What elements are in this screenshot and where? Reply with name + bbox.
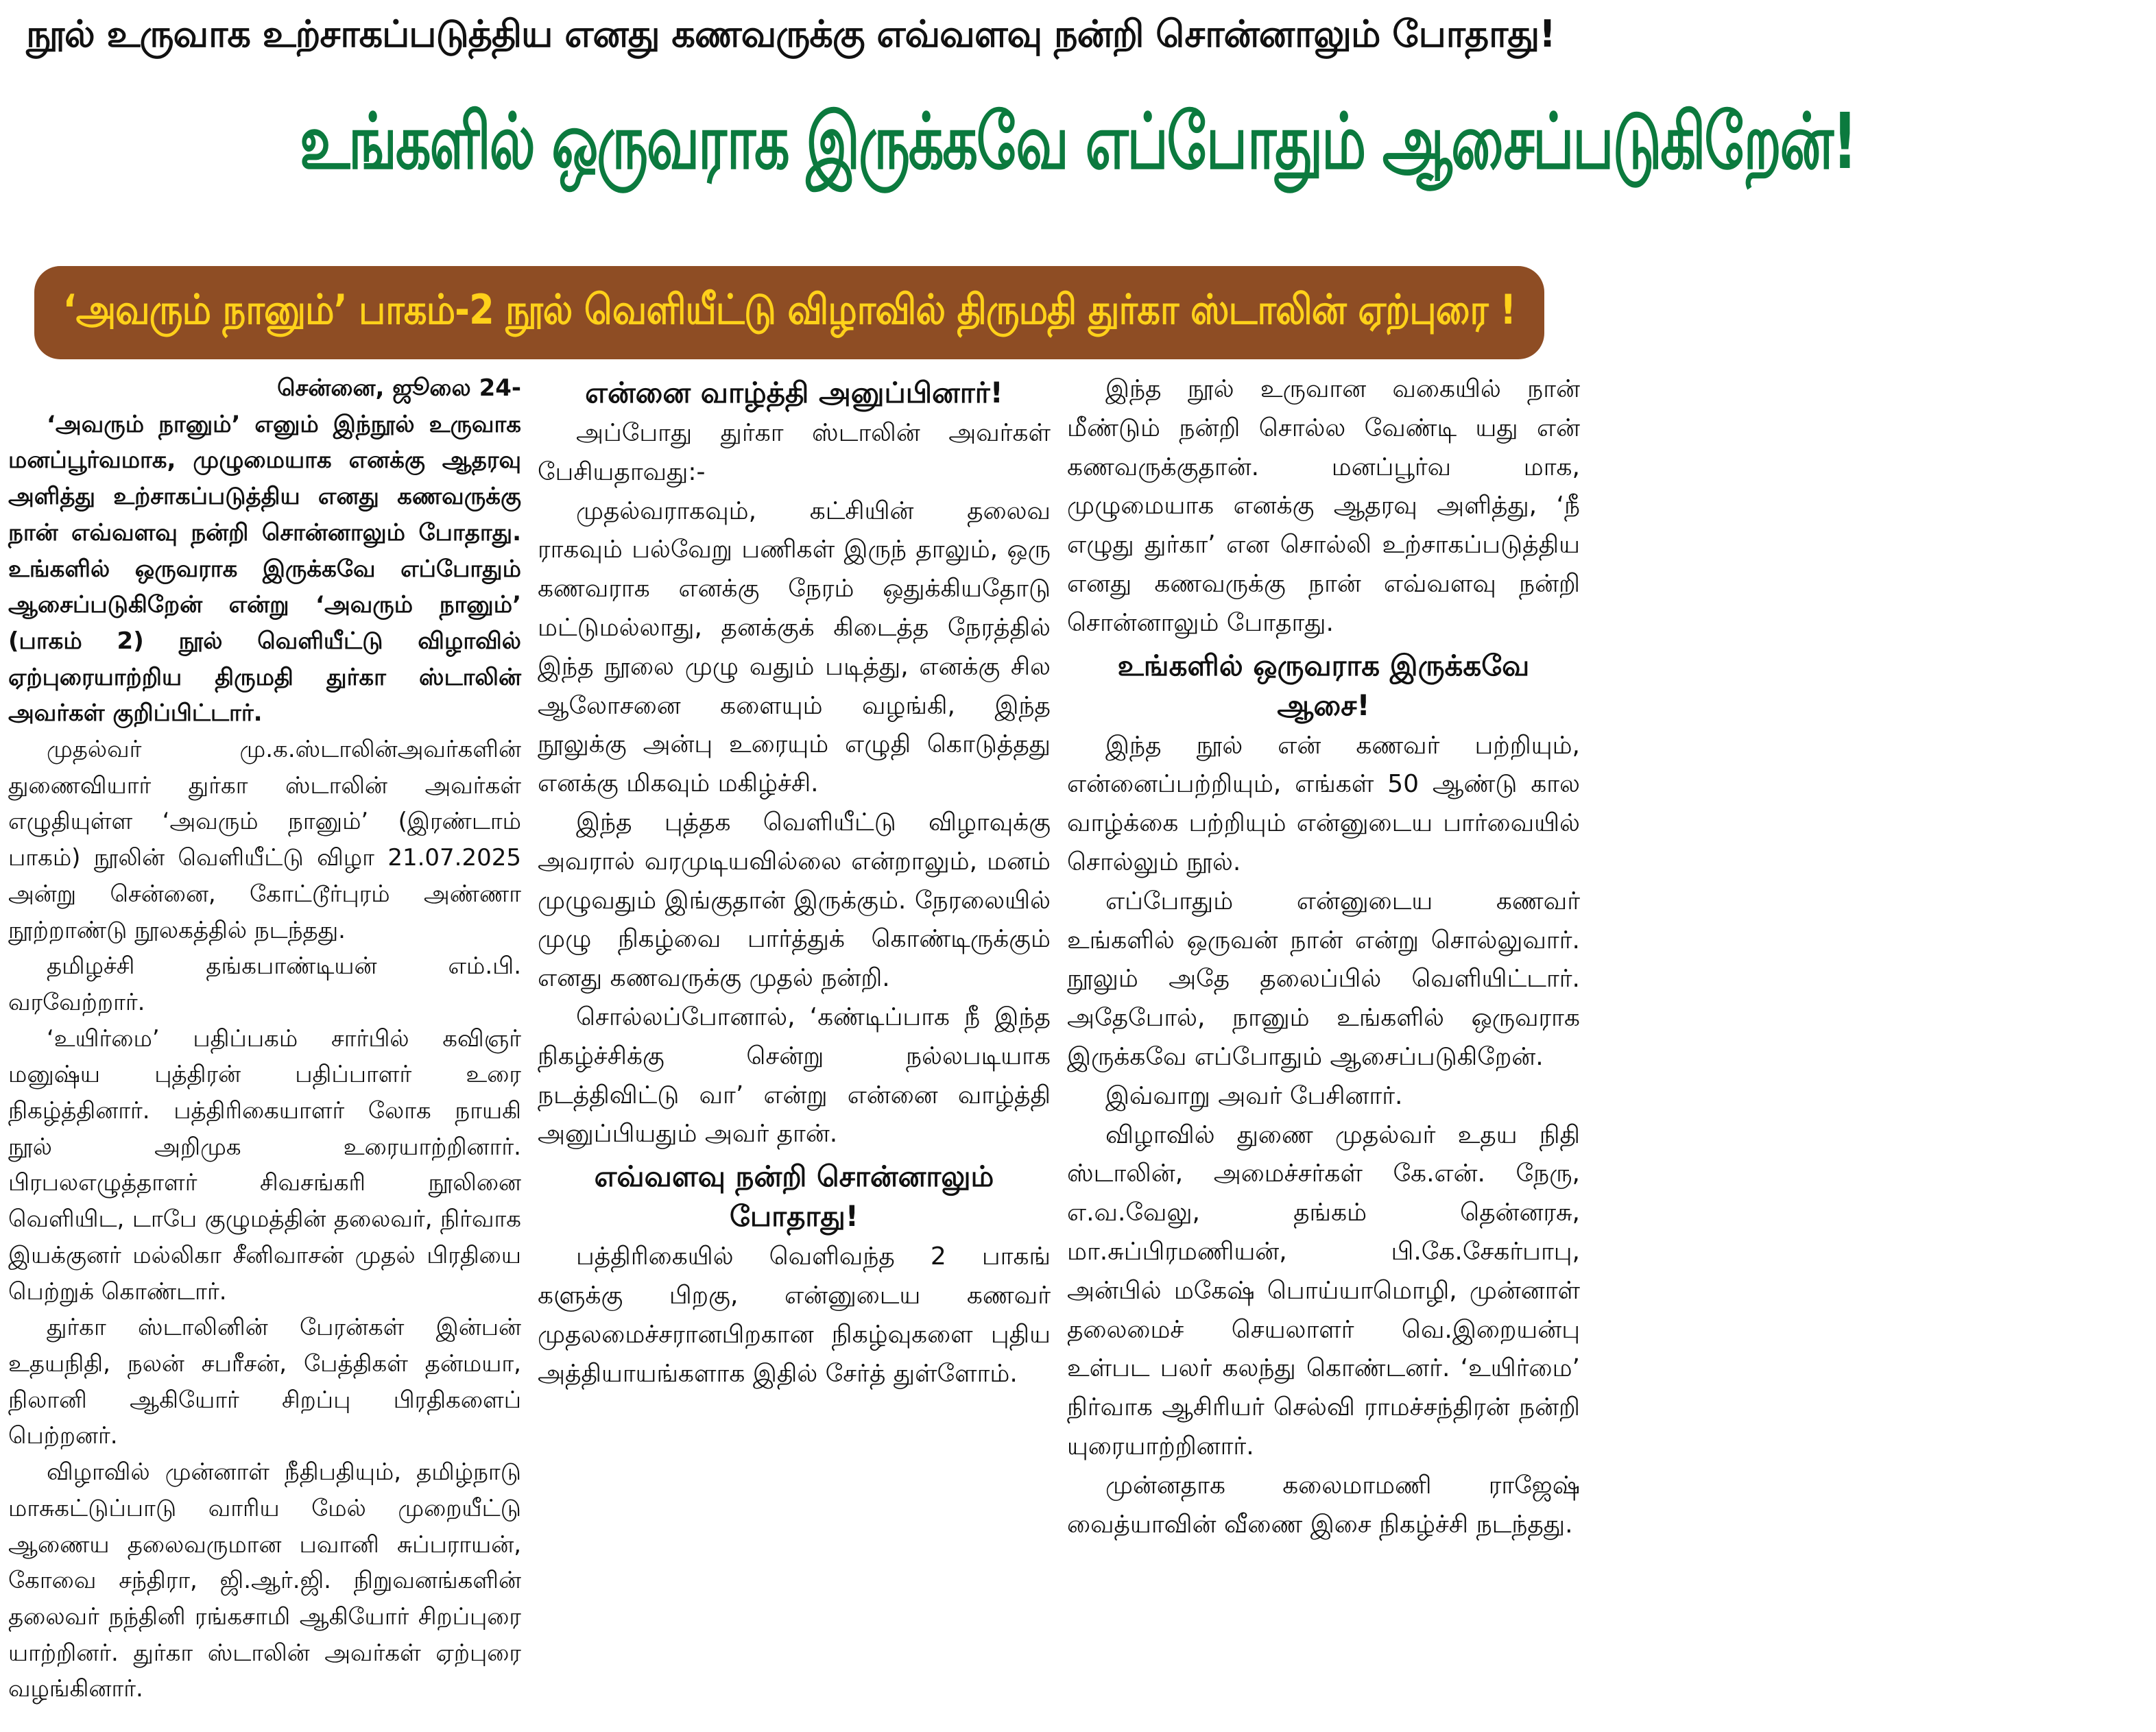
banner-text: ‘அவரும் நானும்’ பாகம்-2 நூல் வெளியீட்டு விழாவில் திருமதி துர்கா ஸ்டாலின் ஏற்புரை !: [62, 286, 1516, 334]
main-headline-text: உங்களில் ஒருவராக இருக்கவே எப்போதும் ஆசைப்படுகிறேன்!: [299, 97, 1856, 187]
article-paragraph: முன்னதாக கலைமாமணி ராஜேஷ் வைத்யாவின் வீணை இசை நிகழ்ச்சி நடந்தது.: [1067, 1471, 1580, 1539]
subhead: என்னை வாழ்த்தி அனுப்பினார்!: [585, 376, 1003, 409]
lead-paragraph: ‘அவரும் நானும்’ எனும் இந்நூல் உருவாக மனப்பூர்வமாக, முழுமையாக எனக்கு ஆதரவு அளித்து உற்சாகப்படுத்திய எனது கணவருக்கு நான் எவ்வளவு நன்றி சொன்னாலும் போதாது. உங்களில் ஒருவராக இருக்கவே எப்போதும் ஆசைப்படுகிறேன் என்று ‘அவரும் நானும்’ (பாகம் 2) நூல் வெளியீட்டு விழாவில் ஏற்புரையாற்றிய திருமதி துர்கா ஸ்டாலின் அவர்கள் குறிப்பிட்டார்.: [8, 410, 521, 727]
article-paragraph: தமிழச்சி தங்கபாண்டியன் எம்.பி. வரவேற்றார்.: [8, 952, 521, 1016]
article-paragraph: சொல்லப்போனால், ‘கண்டிப்பாக நீ இந்த நிகழ்ச்சிக்கு சென்று நல்லபடியாக நடத்திவிட்டு வா’ என்று என்னை வாழ்த்தி அனுப்பியதும் அவர் தான்.: [538, 1002, 1051, 1148]
article-paragraph: இவ்வாறு அவர் பேசினார்.: [1105, 1081, 1403, 1110]
article-paragraph: இந்த நூல் என் கணவர் பற்றியும், என்னைப்பற்றியும், எங்கள் 50 ஆண்டு கால வாழ்க்கை பற்றியும் என்னுடைய பார்வையில் சொல்லும் நூல்.: [1067, 731, 1580, 876]
article-paragraph: இந்த புத்தக வெளியீட்டு விழாவுக்கு அவரால் வரமுடியவில்லை என்றாலும், மனம் முழுவதும் இங்குதான் இருக்கும். நேரலையில் முழு நிகழ்வை பார்த்துக் கொண்டிருக்கும் எனது கணவருக்கு முதல் நன்றி.: [538, 808, 1051, 993]
article-paragraph: எப்போதும் என்னுடைய கணவர் உங்களில் ஒருவன் நான் என்று சொல்லுவார். நூலும் அதே தலைப்பில் வெளியிட்டார். அதேபோல், நானும் உங்களில் ஒருவராக இருக்கவே எப்போதும் ஆசைப்படுகிறேன்.: [1067, 887, 1580, 1071]
article-paragraph: முதல்வர் மு.க.ஸ்டாலின்அவர்களின் துணைவியார் துர்கா ஸ்டாலின் அவர்கள் எழுதியுள்ள ‘அவரும் நானும்’ (இரண்டாம் பாகம்) நூலின் வெளியீட்டு விழா 21.07.2025 அன்று சென்னை, கோட்டூர்புரம் அண்ணா நூற்றாண்டு நூலகத்தில் நடந்தது.: [8, 736, 521, 944]
subhead: உங்களில் ஒருவராக இருக்கவே ஆசை!: [1117, 648, 1530, 722]
article-paragraph: பத்திரிகையில் வெளிவந்த 2 பாகங் களுக்கு பிறகு, என்னுடைய கணவர் முதலமைச்சரானபிறகான நிகழ்வுகளை புதிய அத்தியாயங்களாக இதில் சேர்த் துள்ளோம்.: [538, 1242, 1051, 1388]
kicker-text: நூல் உருவாக உற்சாகப்படுத்திய எனது கணவருக்கு எவ்வளவு நன்றி சொன்னாலும் போதாது!: [26, 12, 1555, 56]
dateline: சென்னை, ஜூலை 24-: [277, 374, 521, 402]
article-paragraph: இந்த நூல் உருவான வகையில் நான் மீண்டும் நன்றி சொல்ல வேண்டி யது என் கணவருக்குதான். மனப்பூர்வ மாக, முழுமையாக எனக்கு ஆதரவு அளித்து, ‘நீ எழுது துர்கா’ என சொல்லி உற்சாகப்படுத்திய எனது கணவருக்கு நான் எவ்வளவு நன்றி சொன்னாலும் போதாது.: [1067, 375, 1580, 637]
article-paragraph: விழாவில் முன்னாள் நீதிபதியும், தமிழ்நாடு மாசுகட்டுப்பாடு வாரிய மேல் முறையீட்டு ஆணைய தலைவருமான பவானி சுப்பராயன், கோவை சந்திரா, ஜி.ஆர்.ஜி. நிறுவனங்களின் தலைவர் நந்தினி ரங்கசாமி ஆகியோர் சிறப்புரை யாற்றினர். துர்கா ஸ்டாலின் அவர்கள் ஏற்புரை வழங்கினார்.: [8, 1458, 521, 1703]
article-column-2: [538, 370, 1051, 1393]
subhead: எவ்வளவு நன்றி சொன்னாலும் போதாது!: [594, 1159, 994, 1234]
article-paragraph: முதல்வராகவும், கட்சியின் தலைவ ராகவும் பல்வேறு பணிகள் இருந் தாலும், ஒரு கணவராக எனக்கு நேரம் ஒதுக்கியதோடு மட்டுமல்லாது, தனக்குக் கிடைத்த நேரத்தில் இந்த நூலை முழு வதும் படித்து, எனக்கு சில ஆலோசனை களையும் வழங்கி, இந்த நூலுக்கு அன்பு உரையும் எழுதி கொடுத்தது எனக்கு மிகவும் மகிழ்ச்சி.: [538, 496, 1051, 798]
article-column-1: [8, 370, 521, 1707]
subheading-banner: [34, 266, 1544, 359]
main-headline: [0, 91, 1856, 193]
article-column-3: [1067, 370, 1580, 1544]
article-paragraph: துர்கா ஸ்டாலினின் பேரன்கள் இன்பன் உதயநிதி, நலன் சபரீசன், பேத்திகள் தன்மயா, நிலானி ஆகியோர் சிறப்பு பிரதிகளைப் பெற்றனர்.: [8, 1314, 521, 1450]
article-paragraph: ‘உயிர்மை’ பதிப்பகம் சார்பில் கவிஞர் மனுஷ்ய புத்திரன் பதிப்பாளர் உரை நிகழ்த்தினார். பத்திரிகையாளர் லோக நாயகி நூல் அறிமுக உரையாற்றினார். பிரபலஎழுத்தாளர் சிவசங்கரி நூலினை வெளியிட, டாபே குழுமத்தின் தலைவர், நிர்வாக இயக்குனர் மல்லிகா சீனிவாசன் முதல் பிரதியை பெற்றுக் கொண்டார்.: [8, 1024, 521, 1306]
article-paragraph: விழாவில் துணை முதல்வர் உதய நிதி ஸ்டாலின், அமைச்சர்கள் கே.என். நேரு, எ.வ.வேலு, தங்கம் தென்னரசு, மா.சுப்பிரமணியன், பி.கே.சேகர்பாபு, அன்பில் மகேஷ் பொய்யாமொழி, முன்னாள் தலைமைச் செயலாளர் வெ.இறையன்பு உள்பட பலர் கலந்து கொண்டனர். ‘உயிர்மை’ நிர்வாக ஆசிரியர் செல்வி ராமச்சந்திரன் நன்றி யுரையாற்றினார்.: [1067, 1120, 1580, 1460]
article-paragraph: அப்போது துர்கா ஸ்டாலின் அவர்கள் பேசியதாவது:-: [538, 419, 1051, 486]
kicker-headline: [0, 10, 1581, 59]
